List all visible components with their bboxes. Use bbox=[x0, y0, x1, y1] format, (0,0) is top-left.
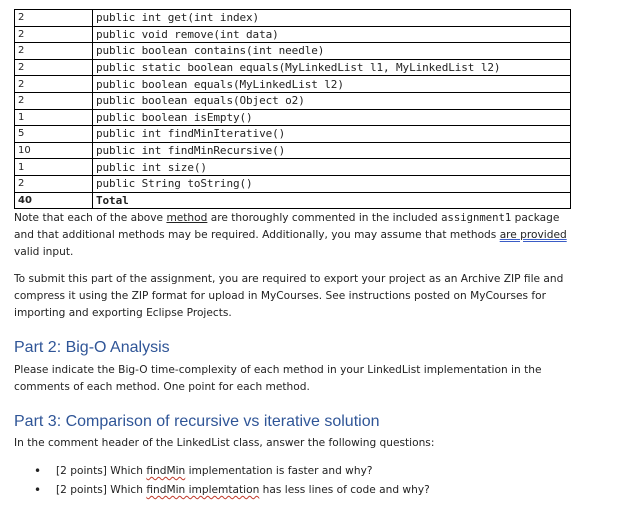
note-paragraph: Note that each of the above method are thoroughly commented in the included assignment1 package and that additional methods may be required. Additionally, you may assume that methods are provided valid input. bbox=[14, 212, 567, 258]
method-signature-cell: public String toString() bbox=[93, 175, 571, 192]
table-row bbox=[15, 26, 571, 43]
points-cell: 10 bbox=[15, 142, 93, 159]
points-cell: 1 bbox=[15, 109, 93, 126]
points-cell: 2 bbox=[15, 26, 93, 43]
part2-heading: Part 2: Big-O Analysis bbox=[14, 339, 170, 356]
table-row bbox=[15, 142, 571, 159]
submission-paragraph: To submit this part of the assignment, you are required to export your project as an Archive ZIP file and compress it using the ZIP format for upload in MyCourses. See instructions posted on MyCourses for importing and exporting Eclipse Projects. bbox=[14, 273, 564, 319]
points-cell: 2 bbox=[15, 43, 93, 60]
method-signature-cell: public int size() bbox=[93, 159, 571, 176]
table-row bbox=[15, 159, 571, 176]
method-signature-cell: public int findMinRecursive() bbox=[93, 142, 571, 159]
method-signature-cell: public int findMinIterative() bbox=[93, 126, 571, 143]
points-cell: 2 bbox=[15, 92, 93, 109]
points-cell: 2 bbox=[15, 175, 93, 192]
part3-heading: Part 3: Comparison of recursive vs iterative solution bbox=[14, 413, 380, 430]
points-cell: 2 bbox=[15, 76, 93, 93]
method-signature-cell: public boolean contains(int needle) bbox=[93, 43, 571, 60]
method-signature-cell: public static boolean equals(MyLinkedList l1, MyLinkedList l2) bbox=[93, 59, 571, 76]
questions-list bbox=[34, 462, 430, 500]
total-row bbox=[15, 192, 571, 209]
part2-paragraph: Please indicate the Big-O time-complexity of each method in your LinkedList implementation in the comments of each method. One point for each method. bbox=[14, 364, 542, 393]
table-row bbox=[15, 10, 571, 27]
table-row bbox=[15, 109, 571, 126]
methods-points-table bbox=[14, 9, 571, 209]
points-cell: 5 bbox=[15, 126, 93, 143]
table-row bbox=[15, 43, 571, 60]
total-points-cell: 40 bbox=[15, 192, 93, 209]
table-row bbox=[15, 59, 571, 76]
bullet-icon: • bbox=[34, 464, 42, 478]
are-provided-text: are provided bbox=[499, 229, 567, 241]
table-row bbox=[15, 126, 571, 143]
method-signature-cell: public boolean equals(Object o2) bbox=[93, 92, 571, 109]
points-cell: 2 bbox=[15, 10, 93, 27]
table-row bbox=[15, 175, 571, 192]
table-row bbox=[15, 92, 571, 109]
question-item: • [2 points] Which findMin implementation is faster and why? bbox=[34, 462, 430, 481]
method-link[interactable]: method bbox=[166, 212, 208, 224]
method-signature-cell: public int get(int index) bbox=[93, 10, 571, 27]
method-signature-cell: public boolean equals(MyLinkedList l2) bbox=[93, 76, 571, 93]
bullet-icon: • bbox=[34, 483, 42, 497]
method-signature-cell: public boolean isEmpty() bbox=[93, 109, 571, 126]
package-name: assignment1 bbox=[441, 212, 512, 224]
total-label-cell: Total bbox=[93, 192, 571, 209]
question-item: • [2 points] Which findMin implemtation has less lines of code and why? bbox=[34, 481, 430, 500]
table-row bbox=[15, 76, 571, 93]
points-cell: 1 bbox=[15, 159, 93, 176]
points-cell: 2 bbox=[15, 59, 93, 76]
method-signature-cell: public void remove(int data) bbox=[93, 26, 571, 43]
part3-intro: In the comment header of the LinkedList class, answer the following questions: bbox=[14, 437, 435, 449]
